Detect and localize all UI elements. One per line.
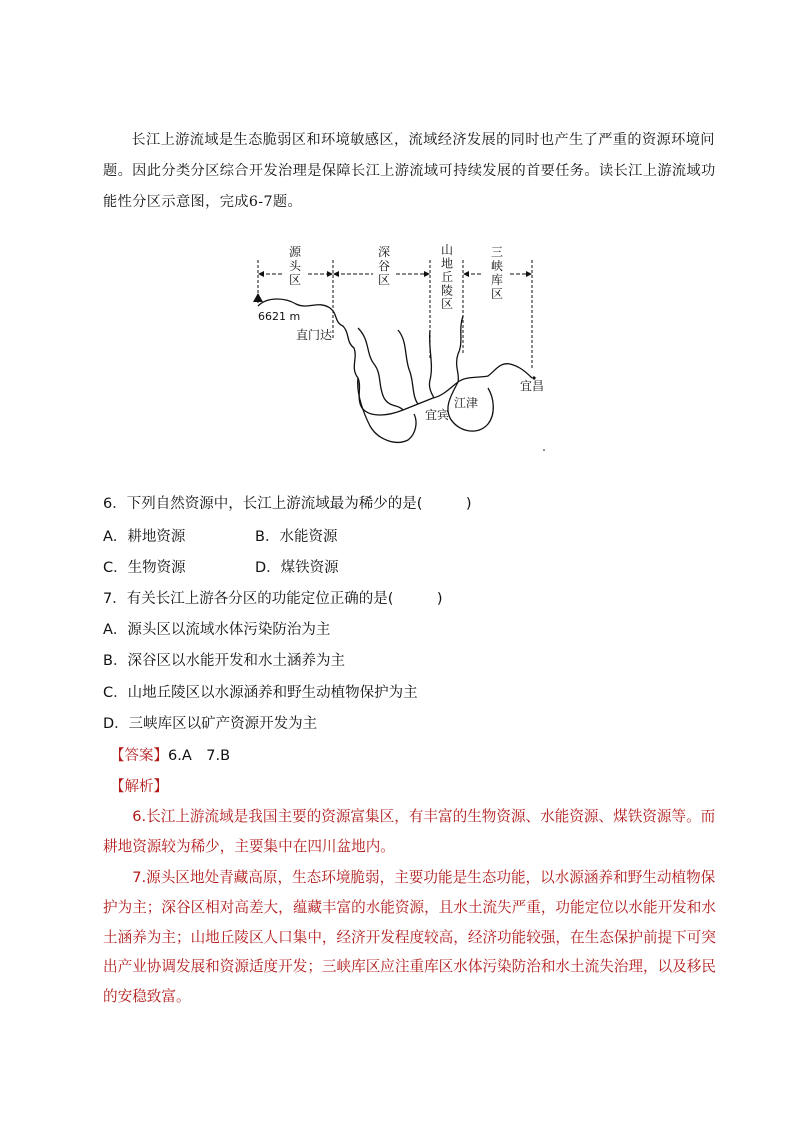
tributary-1 — [358, 328, 403, 410]
arrow-head — [327, 271, 333, 277]
question-7-stem: 7．有关长江上游各分区的功能定位正确的是( ) — [103, 591, 443, 607]
peak-icon — [253, 293, 263, 302]
analysis-label: 【解析】 — [110, 779, 168, 795]
q7-option-a[interactable]: A．源头区以流域水体污染防治为主 — [103, 622, 331, 638]
place-yichang: 宜昌 — [520, 379, 545, 393]
map-svg — [238, 238, 558, 460]
question-6-options-row-2 — [103, 556, 339, 577]
arrow-head — [424, 271, 430, 277]
zone-label-hilly: 山地丘陵区 — [440, 243, 454, 311]
analysis-paragraph-7: 7.源头区地处青藏高原，生态环境脆弱，主要功能是生态功能，以水源涵养和野生动植物保护为主；深谷区相对高差大，蕴藏丰富的水能资源，且水土流失严重，功能定位以水能开发和水土涵养为主；山地丘陵区人口集中，经济开发程度较高，经济功能较强，在生态保护前提下可突出产业协调发展和资源适度开发；三峡库区应注重库区水体污染防治和水土流失治理，以及移民的安稳致富。 — [103, 869, 716, 1006]
elevation-label: 6621 m — [258, 310, 301, 323]
place-yibin: 宜宾 — [425, 408, 450, 422]
analysis-paragraph-6: 6.长江上游流域是我国主要的资源富集区，有丰富的生物资源、水能资源、煤铁资源等。而耕地资源较为稀少，主要集中在四川盆地内。 — [103, 808, 716, 855]
q7-option-b[interactable]: B．深谷区以水能开发和水土涵养为主 — [103, 653, 345, 669]
lower-loop — [358, 378, 416, 442]
answer-value: 6.A 7.B — [168, 748, 231, 764]
zone-label-three-gorges: 三峡库区 — [490, 245, 504, 301]
tributary-2 — [398, 330, 418, 404]
question-6-options-row-1 — [103, 525, 337, 546]
answer-label: 【答案】 — [110, 748, 168, 764]
tributary-3 — [429, 330, 434, 398]
question-6-stem: 6．下列自然资源中，长江上游流域最为稀少的是( ) — [103, 496, 472, 512]
place-jiangjin: 江津 — [454, 396, 479, 410]
yangtze-zoning-map — [238, 238, 558, 460]
tributary-4 — [457, 316, 463, 382]
arrow-head — [333, 271, 339, 277]
place-zhimenda: 直门达 — [296, 328, 333, 342]
q6-option-b[interactable]: B．水能资源 — [255, 529, 338, 545]
q6-option-c[interactable]: C．生物资源 — [103, 560, 186, 576]
q6-option-d[interactable]: D．煤铁资源 — [255, 560, 339, 576]
zone-label-deep-valley: 深谷区 — [377, 245, 391, 287]
q6-option-a[interactable]: A．耕地资源 — [103, 529, 186, 545]
arrow-head — [258, 271, 264, 277]
intro-paragraph: 长江上游流域是生态脆弱区和环境敏感区，流域经济发展的同时也产生了严重的资源环境问题。因此分类分区综合开发治理是保障长江上游流域可持续发展的首要任务。读长江上游流域功能性分区示意图，完成6-7题。 — [103, 132, 716, 210]
answer-line — [110, 744, 230, 765]
zone-label-source: 源头区 — [288, 245, 302, 287]
arrow-head — [526, 271, 532, 277]
q7-option-c[interactable]: C．山地丘陵区以水源涵养和野生动植物保护为主 — [103, 685, 418, 701]
q7-option-d[interactable]: D．三峡库区以矿产资源开发为主 — [103, 716, 318, 732]
arrow-head — [463, 271, 469, 277]
